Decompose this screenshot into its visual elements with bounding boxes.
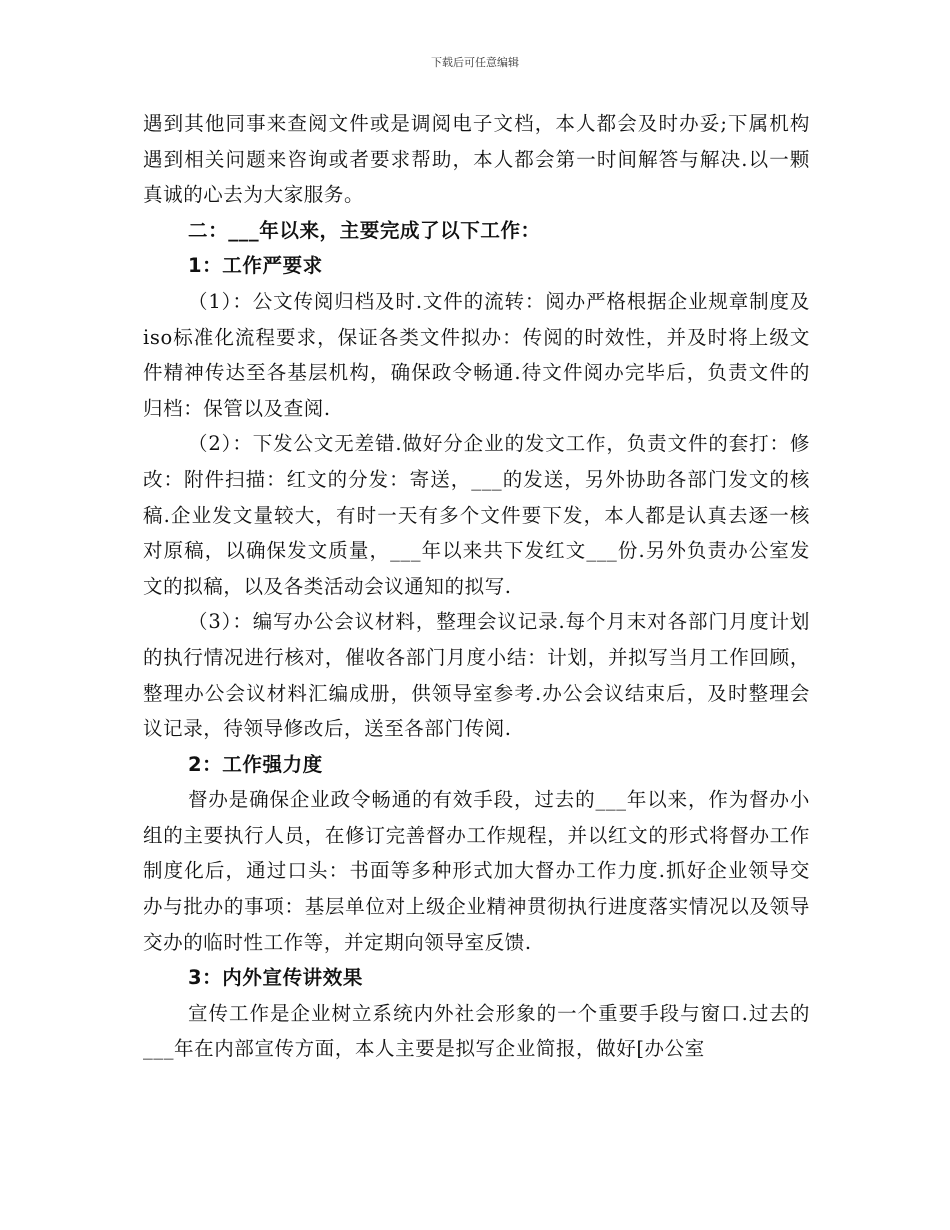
- paragraph-item-1: （1）：公文传阅归档及时.文件的流转：阅办严格根据企业规章制度及iso标准化流程要求，保证各类文件拟办：传阅的时效性，并及时将上级文件精神传达至各基层机构，确保政令畅通.待文件阅办完毕后，负责文件的归档：保管以及查阅.: [143, 289, 810, 420]
- paragraph-item-3: （3）：编写办公会议材料，整理会议记录.每个月末对各部门月度计划的执行情况进行核对，催收各部门月度小结：计划，并拟写当月工作回顾，整理办公会议材料汇编成册，供领导室参考.办公会议结束后，及时整理会议记录，待领导修改后，送至各部门传阅.: [143, 610, 810, 741]
- paragraph-continuation: 遇到其他同事来查阅文件或是调阅电子文档，本人都会及时办妥;下属机构遇到相关问题来咨询或者要求帮助，本人都会第一时间解答与解决.以一颗真诚的心去为大家服务。: [143, 112, 810, 207]
- paragraph-item-2: （2）：下发公文无差错.做好分企业的发文工作，负责文件的套打：修改：附件扫描：红文的分发：寄送，___的发送，另外协助各部门发文的核稿.企业发文量较大，有时一天有多个文件要下发，本人都是认真去逐一核对原稿，以确保发文质量，___年以来共下发红文___份.另外负责办公室发文的拟稿，以及各类活动会议通知的拟写.: [143, 432, 810, 598]
- document-body: [143, 106, 810, 1067]
- subsection-heading-1: 1：工作严要求: [188, 254, 323, 278]
- paragraph-publicity: 宣传工作是企业树立系统内外社会形象的一个重要手段与窗口.过去的___年在内部宣传方面，本人主要是拟写企业简报，做好[办公室: [143, 1001, 810, 1061]
- section-heading: 二：___年以来，主要完成了以下工作：: [188, 218, 541, 242]
- subsection-heading-2: 2：工作强力度: [188, 752, 323, 776]
- paragraph-supervision: 督办是确保企业政令畅通的有效手段，过去的___年以来，作为督办小组的主要执行人员，在修订完善督办工作规程，并以红文的形式将督办工作制度化后，通过口头：书面等多种形式加大督办工作力度.抓好企业领导交办与批办的事项：基层单位对上级企业精神贯彻执行进度落实情况以及领导交办的临时性工作等，并定期向领导室反馈.: [143, 788, 810, 954]
- subsection-heading-3: 3：内外宣传讲效果: [188, 966, 363, 990]
- page-header: 下载后可任意编辑: [431, 56, 519, 69]
